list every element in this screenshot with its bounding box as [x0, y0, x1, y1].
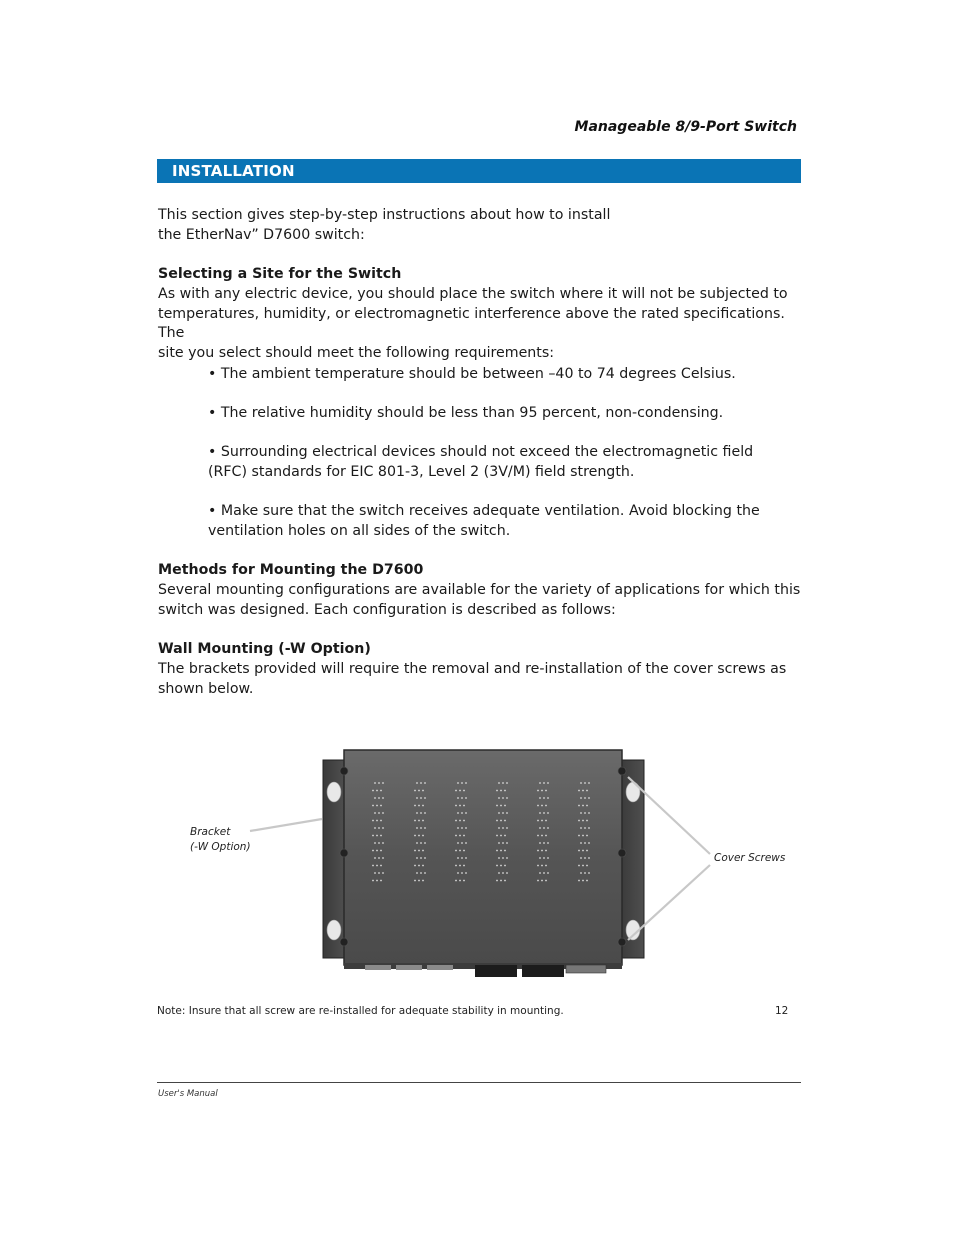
bullet-ventilation [208, 502, 768, 542]
site-line-2: temperatures, humidity, or electromagnetic interference above the rated specifications. The [158, 305, 785, 342]
methods-line-1: Several mounting configurations are available for the variety of applications for which this [158, 581, 801, 598]
bracket-label-line-1: Bracket [190, 826, 231, 838]
methods-section [158, 561, 803, 620]
methods-line-2: switch was designed. Each configuration is described as follows: [158, 601, 616, 618]
bullet-temperature: • The ambient temperature should be between –40 to 74 degrees Celsius. [208, 366, 736, 382]
site-heading: Selecting a Site for the Switch [158, 266, 402, 282]
page-number: 12 [775, 1005, 789, 1017]
wall-heading: Wall Mounting (-W Option) [158, 641, 371, 657]
bracket-label-line-2: (-W Option) [190, 841, 251, 853]
bullet-emi [208, 443, 768, 483]
bullet-ventilation-line-1: • Make sure that the switch receives adequate ventilation. Avoid blocking the [208, 503, 760, 519]
methods-heading: Methods for Mounting the D7600 [158, 562, 424, 578]
footer-rule [157, 1082, 801, 1083]
bullet-ventilation-line-2: ventilation holes on all sides of the switch. [208, 522, 511, 539]
site-line-3: site you select should meet the following requirements: [158, 345, 555, 362]
site-section [158, 265, 803, 364]
wall-line-1: The brackets provided will require the removal and re-installation of the cover screws as [158, 660, 787, 677]
port-row [365, 965, 606, 977]
bullet-humidity: • The relative humidity should be less than 95 percent, non-condensing. [208, 405, 724, 421]
running-header: Manageable 8/9-Port Switch [574, 119, 797, 135]
switch-mounting-figure [150, 735, 810, 985]
bullet-emi-line-2: (RFC) standards for EIC 801-3, Level 2 (3V/M) field strength. [208, 463, 635, 480]
intro-line-2: the EtherNav” D7600 switch: [158, 226, 365, 243]
footer-text: User's Manual [158, 1089, 218, 1099]
section-banner [157, 159, 801, 183]
wall-line-2: shown below. [158, 680, 254, 697]
site-line-1: As with any electric device, you should place the switch where it will not be subjected to [158, 285, 788, 302]
intro-line-1: This section gives step-by-step instructions about how to install [158, 207, 611, 223]
wall-section [158, 640, 803, 699]
intro-paragraph [158, 206, 610, 246]
cover-screws-label: Cover Screws [714, 852, 786, 864]
bullet-emi-line-1: • Surrounding electrical devices should not exceed the electromagnetic field [208, 444, 754, 460]
mounting-note: Note: Insure that all screw are re-installed for adequate stability in mounting. [157, 1005, 564, 1017]
section-title: INSTALLATION [172, 162, 295, 180]
